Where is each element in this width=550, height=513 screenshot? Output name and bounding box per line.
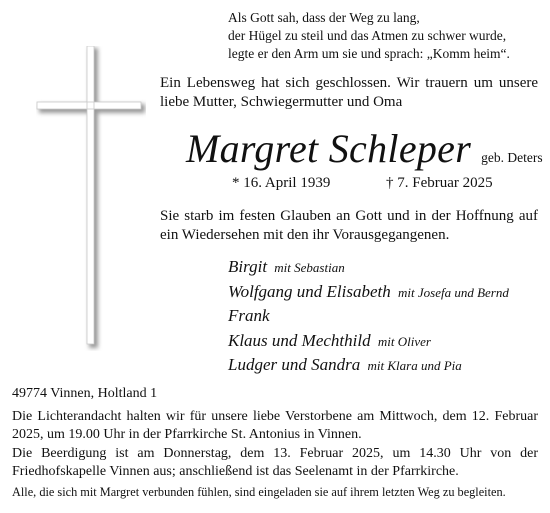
family-list [228, 255, 548, 378]
family-member [228, 255, 548, 280]
maiden-name: geb. Deters [481, 150, 543, 165]
family-member-name: Frank [228, 306, 270, 325]
family-member [228, 304, 548, 329]
poem [228, 9, 510, 63]
funeral-notice: Die Beerdigung ist am Donnerstag, dem 13. Februar 2025, um 14.30 Uhr von der Friedhofskapelle Vinnen aus; anschließend ist das Seelenamt in der Pfarrkirche. [12, 446, 538, 479]
birth-date: * 16. April 1939 [232, 175, 331, 191]
poem-line: Als Gott sah, dass der Weg zu lang, [228, 10, 420, 25]
family-member [228, 353, 548, 378]
family-member-name: Ludger und Sandra [228, 355, 361, 374]
family-member-name: Wolfgang und Elisabeth [228, 281, 391, 301]
family-address: 49774 Vinnen, Holtland 1 [12, 386, 158, 401]
death-date: † 7. Februar 2025 [386, 175, 493, 191]
family-member-name: Birgit [228, 257, 268, 276]
vigil-notice: Die Lichterandacht halten wir für unsere liebe Verstorbene am Mittwoch, dem 12. Februar 2025, um 19.00 Uhr in der Pfarrkirche St. Antonius in Vinnen. [12, 409, 538, 442]
family-member-with: mit Klara und Pia [367, 358, 462, 373]
family-member-with: mit Sebastian [274, 260, 345, 275]
cross-icon [36, 46, 146, 351]
family-member [228, 280, 548, 305]
invitation-notice: Alle, die sich mit Margret verbunden fühlen, sind eingeladen sie auf ihrem letzten Weg zu begleiten. [12, 485, 506, 499]
deceased-name: Margret Schleper [186, 126, 472, 171]
intro-text: Ein Lebensweg hat sich geschlossen. Wir trauern um unsere liebe Mutter, Schwiegermutter und Oma [160, 75, 538, 110]
deceased-name-row [186, 127, 543, 171]
family-member-with: mit Oliver [377, 333, 431, 349]
poem-line: legte er den Arm um sie und sprach: „Komm heim“. [228, 46, 510, 61]
family-member [228, 329, 548, 354]
family-member-with: mit Josefa und Bernd [398, 284, 509, 300]
faith-text: Sie starb im festen Glauben an Gott und in der Hoffnung auf ein Wiedersehen mit den ihr Vorausgegangenen. [160, 208, 538, 243]
family-member-name: Klaus und Mechthild [228, 330, 371, 350]
poem-line: der Hügel zu steil und das Atmen zu schwer wurde, [228, 28, 507, 43]
